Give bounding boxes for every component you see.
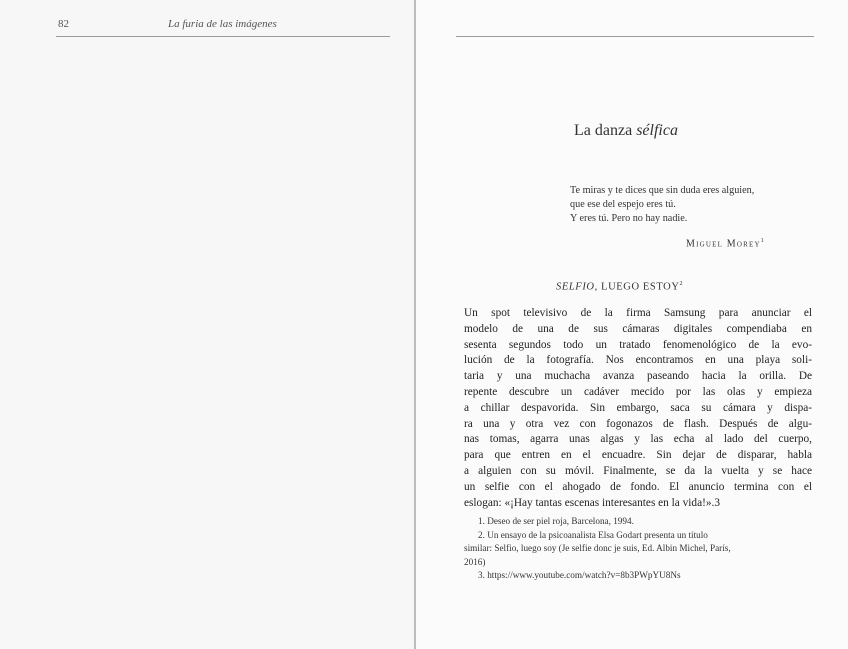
body-line: para que entren en el encuadre. Sin dejar de disparar, habla — [464, 449, 812, 462]
body-line: taria y una muchacha avanza paseando hacia la orilla. De — [464, 370, 812, 383]
body-line: modelo de una de sus cámaras digitales compendiaba en — [464, 322, 812, 335]
footnote: 2. Un ensayo de la psicoanalista Elsa Godart presenta un título — [478, 529, 708, 540]
footnote: 1. Deseo de ser piel roja, Barcelona, 1994. — [478, 516, 634, 526]
chapter-title: La danza sélfica — [574, 122, 678, 139]
body-line: Un spot televisivo de la firma Samsung para anunciar el — [464, 307, 812, 319]
left-page — [0, 0, 414, 649]
body-line: un selfie con el ahogado de fondo. El anuncio termina con el — [464, 480, 812, 493]
epigraph-line: Y eres tú. Pero no hay nadie. — [570, 213, 688, 224]
body-line: a chillar despavorida. Sin embargo, saca su cámara y dispa- — [464, 401, 812, 414]
page-number: 82 — [58, 18, 69, 30]
body-line: nas tomas, agarra unas algas y las echa al lado del cuerpo, — [464, 433, 812, 446]
epigraph-line: que ese del espejo eres tú. — [570, 199, 676, 210]
footnote: 3. https://www.youtube.com/watch?v=8b3PWpYU8Ns — [478, 570, 681, 580]
body-line: a alguien con su móvil. Finalmente, se da la vuelta y se hace — [464, 464, 812, 477]
running-title: La furia de las imágenes — [168, 18, 277, 30]
epigraph-line: Te miras y te dices que sin duda eres alguien, — [570, 185, 755, 196]
body-paragraph — [464, 306, 812, 511]
header-rule-left — [56, 36, 390, 37]
body-line: eslogan: «¡Hay tantas escenas interesantes en la vida!».3 — [464, 496, 720, 509]
body-line: ra una y otra vez con fogonazos de flash. Después de algu- — [464, 417, 812, 430]
footnotes — [464, 515, 809, 583]
right-page — [416, 0, 848, 649]
body-line: repente descubre un cadáver mecido por las olas y empieza — [464, 385, 812, 398]
header-rule-right — [456, 36, 814, 37]
footnote-continuation: similar: Selfio, luego soy (Je selfie donc je suis, Ed. Albin Michel, París, — [464, 543, 731, 553]
section-heading: SELFIO, LUEGO ESTOY$^2$ — [556, 281, 684, 293]
epigraph-author: Miguel Morey$^1$ — [686, 238, 765, 250]
body-line: sesenta segundos todo un tratado fenomenológico de la evo- — [464, 338, 812, 351]
epigraph — [570, 184, 810, 226]
body-line: lución de la fotografía. Nos encontramos en una playa soli- — [464, 354, 812, 367]
footnote-continuation: 2016) — [464, 556, 486, 567]
